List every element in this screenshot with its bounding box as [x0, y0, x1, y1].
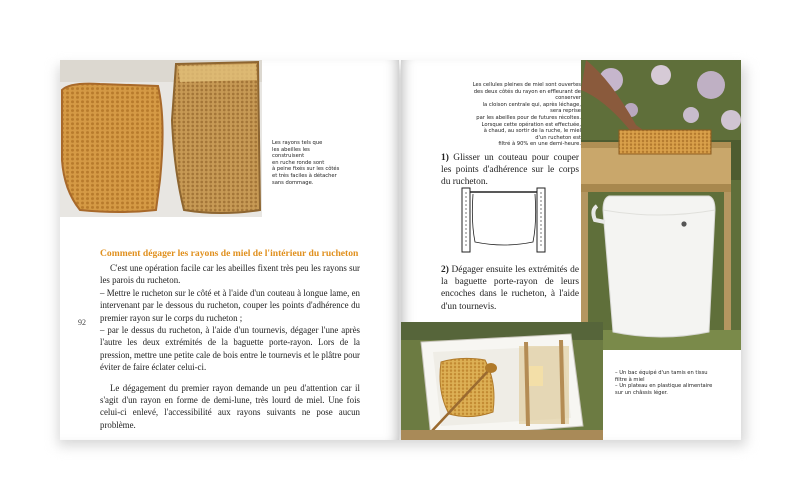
tray-photo: [401, 322, 603, 440]
paragraph-step-knife: – Mettre le rucheton sur le côté et à l'aide d'un couteau à longue lame, en intervenant par le dessous du rucheton, couper les points d'adhérence du premier rayon sur le corps du rucheton ;: [100, 287, 360, 323]
paragraph-intro: C'est une opération facile car les abeilles fixent très peu les rayons sur les parois du rucheton.: [100, 263, 360, 286]
step-2-text: Dégager ensuite les extrémités de la baguette porte-rayon de leurs encoches dans le rucheton, à l'aide d'un tournevis.: [441, 265, 579, 312]
paragraph-first-comb: Le dégagement du premier rayon demande un peu d'attention car il s'agit d'un rayon en forme de demi-lune, très lourd de miel. Une fois celui-ci enlevé, l'accessibilité aux rayons suivants ne pose aucun problème.: [100, 382, 360, 430]
left-page: [60, 60, 399, 440]
bottom-caption: – Un bac équipé d'un tamis en tissu filtre à miel – Un plateau en plastique alimentaire sur un châssis léger.: [615, 370, 713, 396]
step-1-number: 1): [441, 153, 449, 163]
step-1: [441, 152, 579, 189]
photo-caption: Les rayons tels que les abeilles les construisent en ruche ronde sont à peine fixés sur les côtés et très faciles à détacher sans dommage.: [272, 140, 340, 186]
bucket-photo: [581, 60, 741, 350]
paragraph-step-screwdriver: – par le dessus du rucheton, à l'aide d'un tournevis, dégager l'une après l'autre les deux extrémités de la baguette porte-rayon. Lors de la pression, mettre une petite cale de bois entre le tournevis et le plâtre pour éviter de faire éclater celui-ci.: [100, 325, 360, 373]
section-heading: Comment dégager les rayons de miel de l'intérieur du rucheton: [100, 248, 359, 259]
step-2-number: 2): [441, 265, 449, 275]
rucheton-diagram: [459, 186, 549, 256]
body-text: [100, 262, 360, 431]
page-number: 92: [78, 318, 86, 327]
honeycomb-photo: [60, 60, 262, 217]
top-caption: Les cellules pleines de miel sont ouvertes des deux côtés du rayon en effleurant de conserver la cloison centrale qui, après léchage, sera reprise par les abeilles pour de futures récoltes. Lorsque cette opération est effectuée, à chaud, au sortir de la ruche, le miel d'un rucheton est filtré à 90% en une demi-heure.: [472, 82, 581, 148]
right-page: [401, 60, 741, 440]
step-1-text: Glisser un couteau pour couper les points d'adhérence sur le corps du rucheton.: [441, 153, 579, 188]
step-2: [441, 264, 579, 313]
